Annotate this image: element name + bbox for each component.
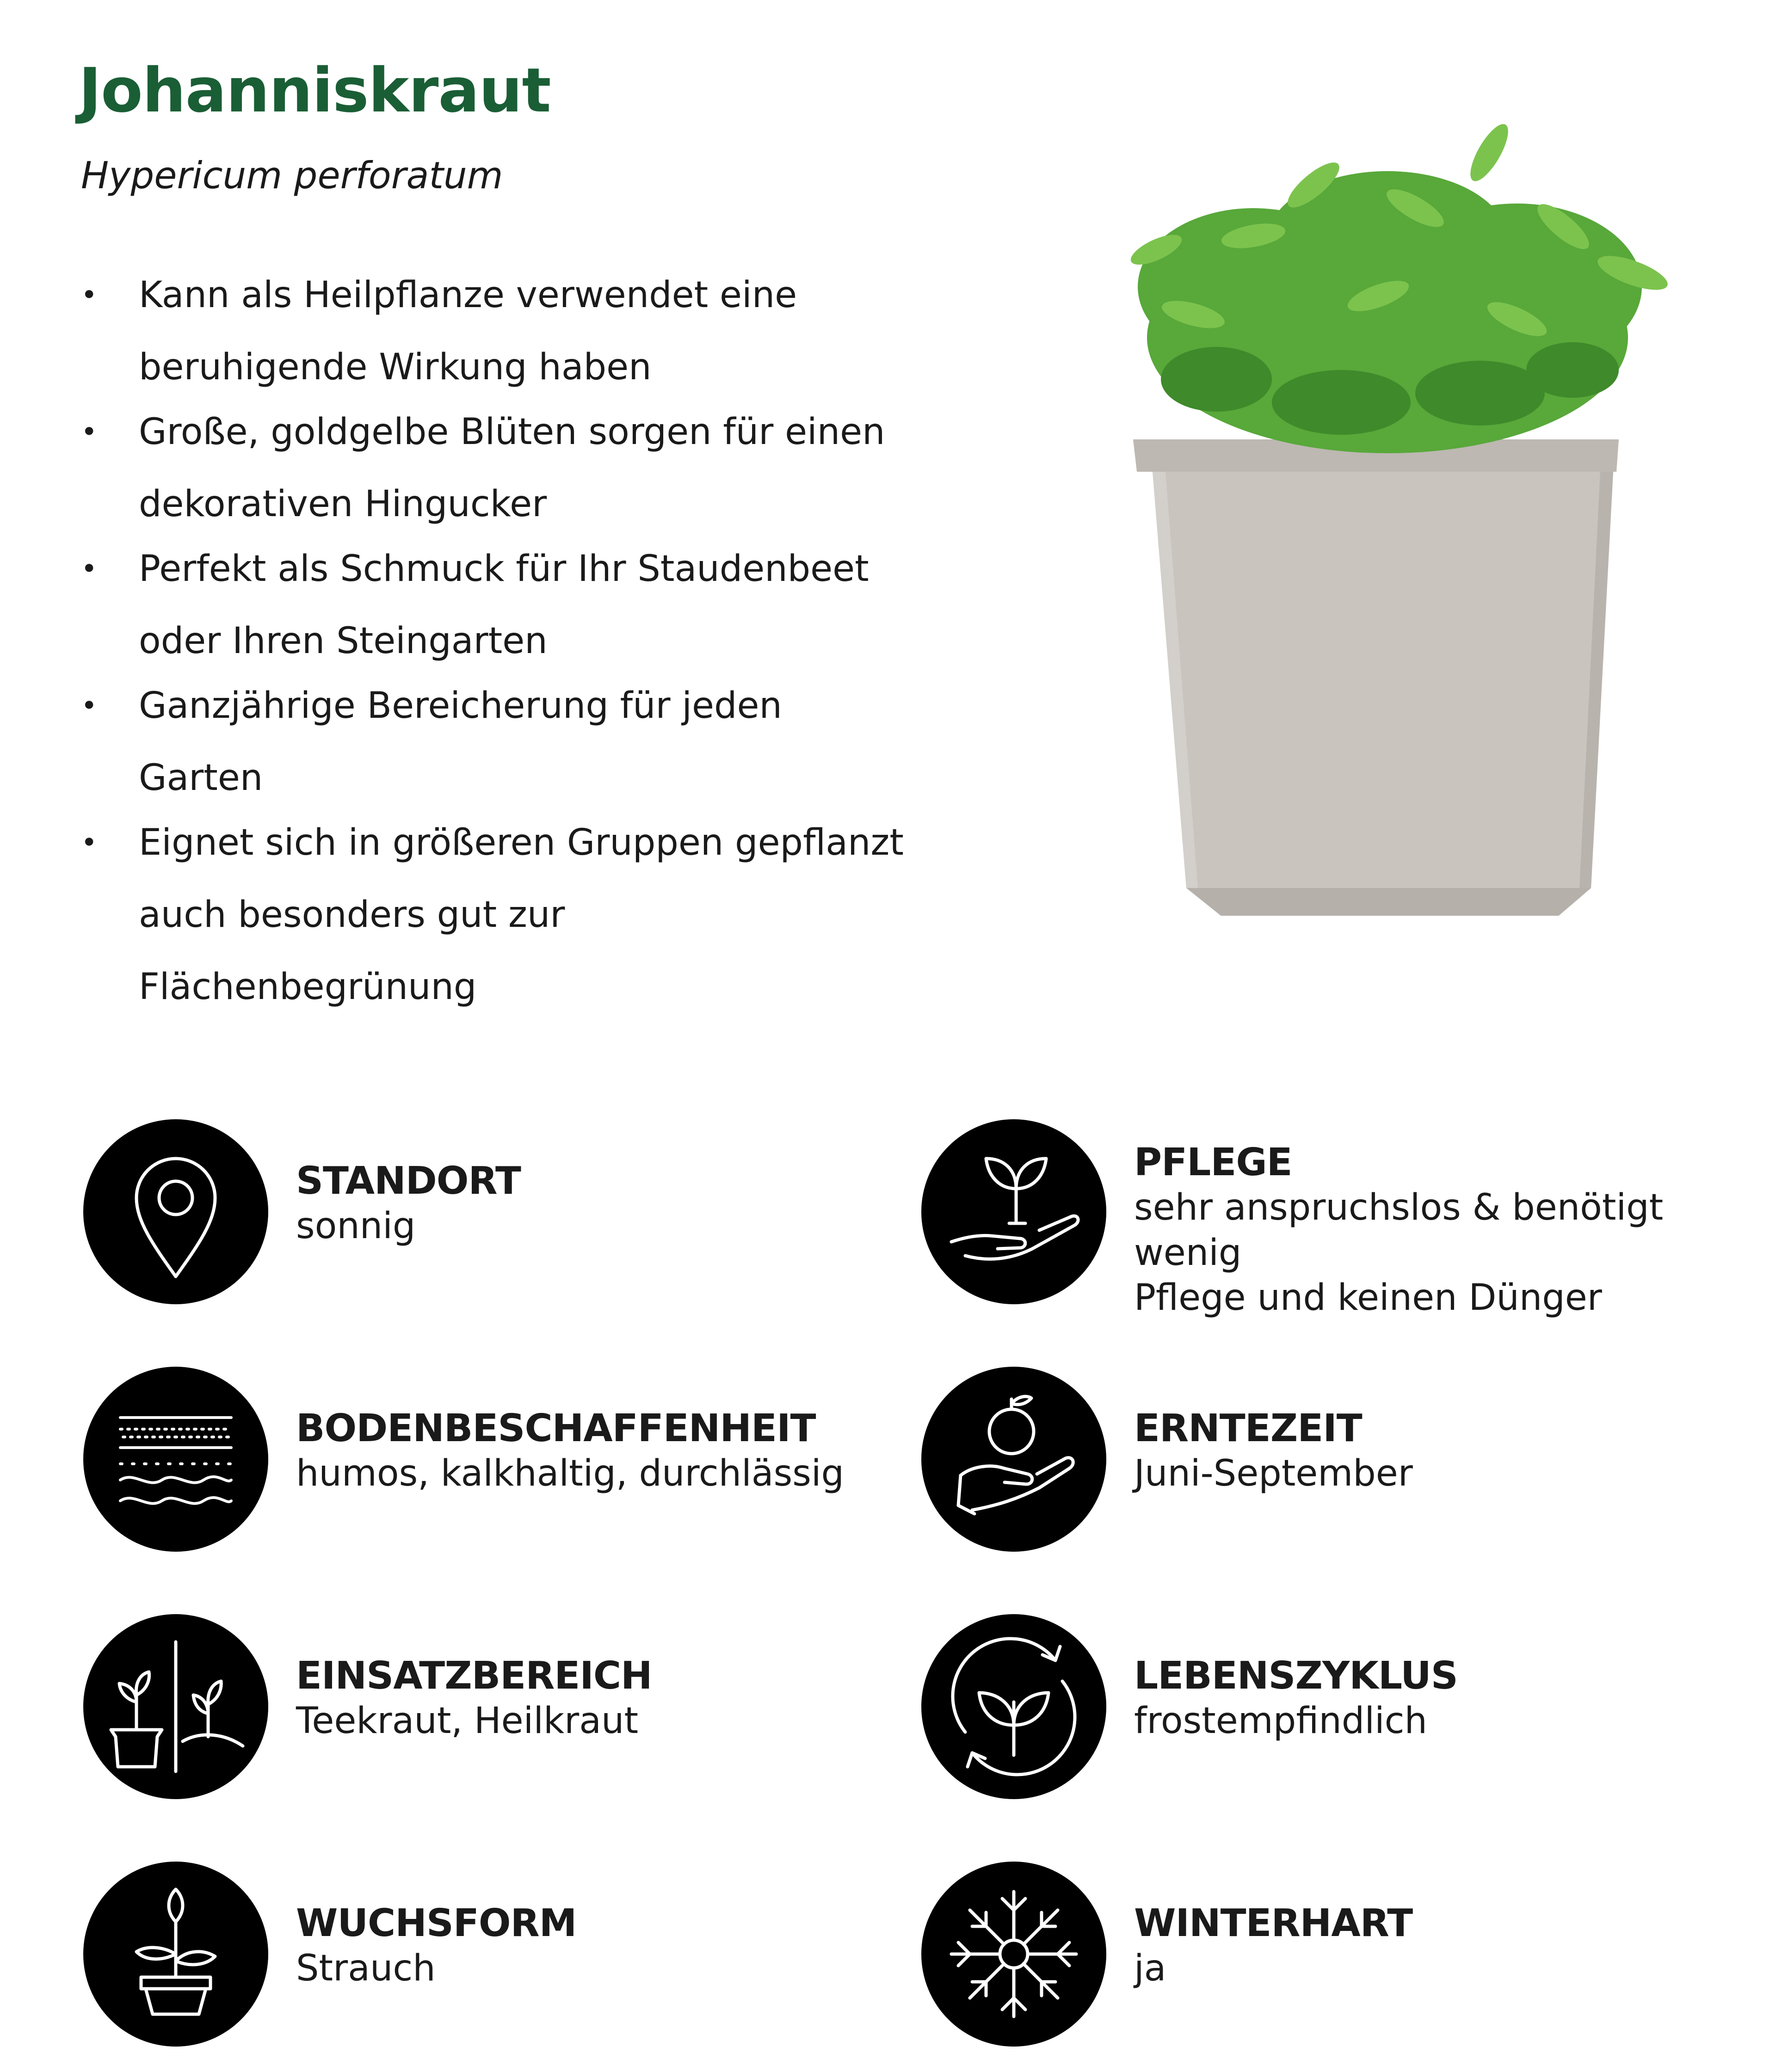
feature-line: auch besonders gut zur Flächenbegrünung xyxy=(139,894,565,1008)
attribute-label: ERNTEZEIT xyxy=(1134,1406,1362,1450)
feature-line: beruhigende Wirkung haben xyxy=(139,346,652,388)
attribute-value: Teekraut, Heilkraut xyxy=(296,1700,639,1742)
feature-line: dekorativen Hingucker xyxy=(139,483,547,525)
attribute-value xyxy=(1134,1185,1772,1321)
attribute-value: humos, kalkhaltig, durchlässig xyxy=(296,1453,845,1495)
attribute-boden xyxy=(83,1367,916,1552)
attribute-value-line: sehr anspruchslos & benötigt wenig xyxy=(1134,1187,1664,1274)
attribute-label: LEBENSZYKLUS xyxy=(1134,1654,1458,1698)
attribute-label: STANDORT xyxy=(296,1159,521,1203)
attribute-value-line: Pflege und keinen Dünger xyxy=(1134,1277,1602,1319)
latin-name: Hypericum perforatum xyxy=(81,154,503,197)
attribute-value: sonnig xyxy=(296,1205,416,1247)
hand-with-fruit-icon xyxy=(921,1367,1106,1552)
pot-and-ground-icon xyxy=(83,1614,268,1799)
attribute-einsatz xyxy=(83,1614,916,1799)
attribute-value: frostempfindlich xyxy=(1134,1700,1427,1742)
attribute-erntezeit xyxy=(921,1367,1754,1552)
attribute-standort xyxy=(83,1119,916,1304)
attribute-label: PFLEGE xyxy=(1134,1141,1292,1184)
hand-with-seedling-icon xyxy=(921,1119,1106,1304)
attribute-wuchsform xyxy=(83,1862,916,2047)
feature-line: Perfekt als Schmuck für Ihr Staudenbeet xyxy=(139,548,869,590)
soil-layers-icon xyxy=(83,1367,268,1552)
attribute-value: Strauch xyxy=(296,1948,436,1990)
attribute-pflege xyxy=(921,1119,1754,1319)
potted-plant-icon xyxy=(83,1862,268,2047)
feature-line: Ganzjährige Bereicherung für jeden Garten xyxy=(139,685,782,799)
product-title: Johanniskraut xyxy=(79,55,551,126)
location-pin-icon xyxy=(83,1119,268,1304)
feature-line: Kann als Heilpflanze verwendet eine xyxy=(139,274,797,316)
attribute-value: ja xyxy=(1134,1948,1166,1990)
snowflake-icon xyxy=(921,1862,1106,2047)
attribute-label: WUCHSFORM xyxy=(296,1901,577,1945)
attribute-label: EINSATZBEREICH xyxy=(296,1654,652,1698)
attribute-lebenszyklus xyxy=(921,1614,1754,1799)
attribute-label: WINTERHART xyxy=(1134,1901,1413,1945)
feature-line: Große, goldgelbe Blüten sorgen für einen xyxy=(139,411,885,453)
feature-line: Eignet sich in größeren Gruppen gepflanzt xyxy=(139,822,904,863)
attribute-value: Juni-September xyxy=(1134,1453,1413,1495)
attribute-winterhart xyxy=(921,1862,1754,2047)
leaf-cycle-icon xyxy=(921,1614,1106,1799)
feature-line: oder Ihren Steingarten xyxy=(139,620,548,662)
attribute-label: BODENBESCHAFFENHEIT xyxy=(296,1406,816,1450)
